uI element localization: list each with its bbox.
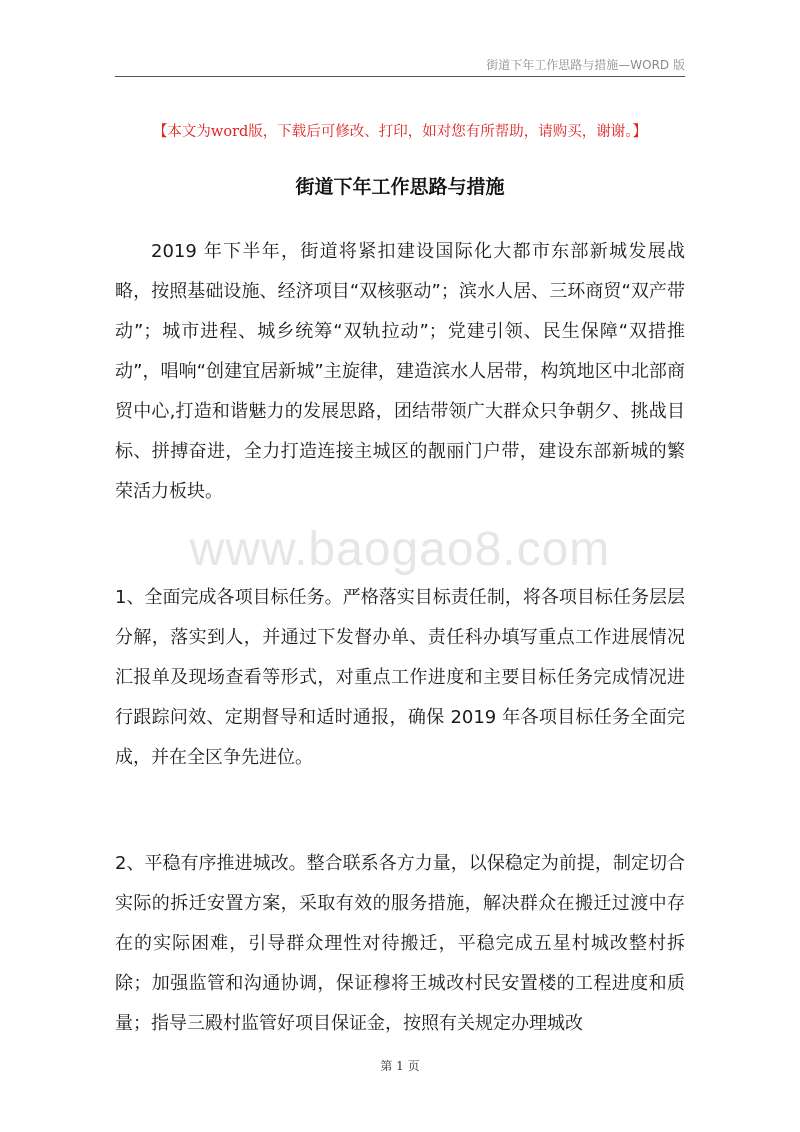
section-2-paragraph: 2、平稳有序推进城改。整合联系各方力量，以保稳定为前提，制定切合实际的拆迁安置方案，采取有效的服务措施，解决群众在搬迁过渡中存在的实际困难，引导群众理性对待搬迁，平稳完成五星村城改整村拆除；加强监管和沟通协调，保证穆将王城改村民安置楼的工程进度和质量；指导三殿村监管好项目保证金，按照有关规定办理城改: [115, 853, 685, 1034]
watermark-text: www.baogao8.com: [189, 523, 611, 576]
document-body: [115, 232, 685, 1044]
section-1-paragraph: 1、全面完成各项目标任务。严格落实目标责任制，将各项目标任务层层分解，落实到人，并通过下发督办单、责任科办填写重点工作进展情况汇报单及现场查看等形式，对重点工作进度和主要目标任务完成情况进行跟踪问效、定期督导和适时通报，确保 2019 年各项目标任务全面完成，并在全区争先进位。: [115, 587, 685, 768]
page-header: [115, 52, 685, 77]
running-title: 街道下年工作思路与措施—WORD 版: [486, 58, 685, 72]
page-number: 第 1 页: [380, 1059, 420, 1073]
purchase-notice: 【本文为word版，下载后可修改、打印，如对您有所帮助，请购买，谢谢。】: [152, 124, 648, 140]
intro-paragraph: 2019 年下半年，街道将紧扣建设国际化大都市东部新城发展战略，按照基础设施、经济项目“双核驱动”；滨水人居、三环商贸“双产带动”；城市进程、城乡统筹“双轨拉动”；党建引领、民生保障“双措推动”，唱响“创建宜居新城”主旋律，建造滨水人居带，构筑地区中北部商贸中心,打造和谐魅力的发展思路，团结带领广大群众只争朝夕、挑战目标、拼搏奋进，全力打造连接主城区的靓丽门户带，建设东部新城的繁荣活力板块。: [115, 241, 685, 502]
document-title: 街道下年工作思路与措施: [295, 176, 505, 198]
